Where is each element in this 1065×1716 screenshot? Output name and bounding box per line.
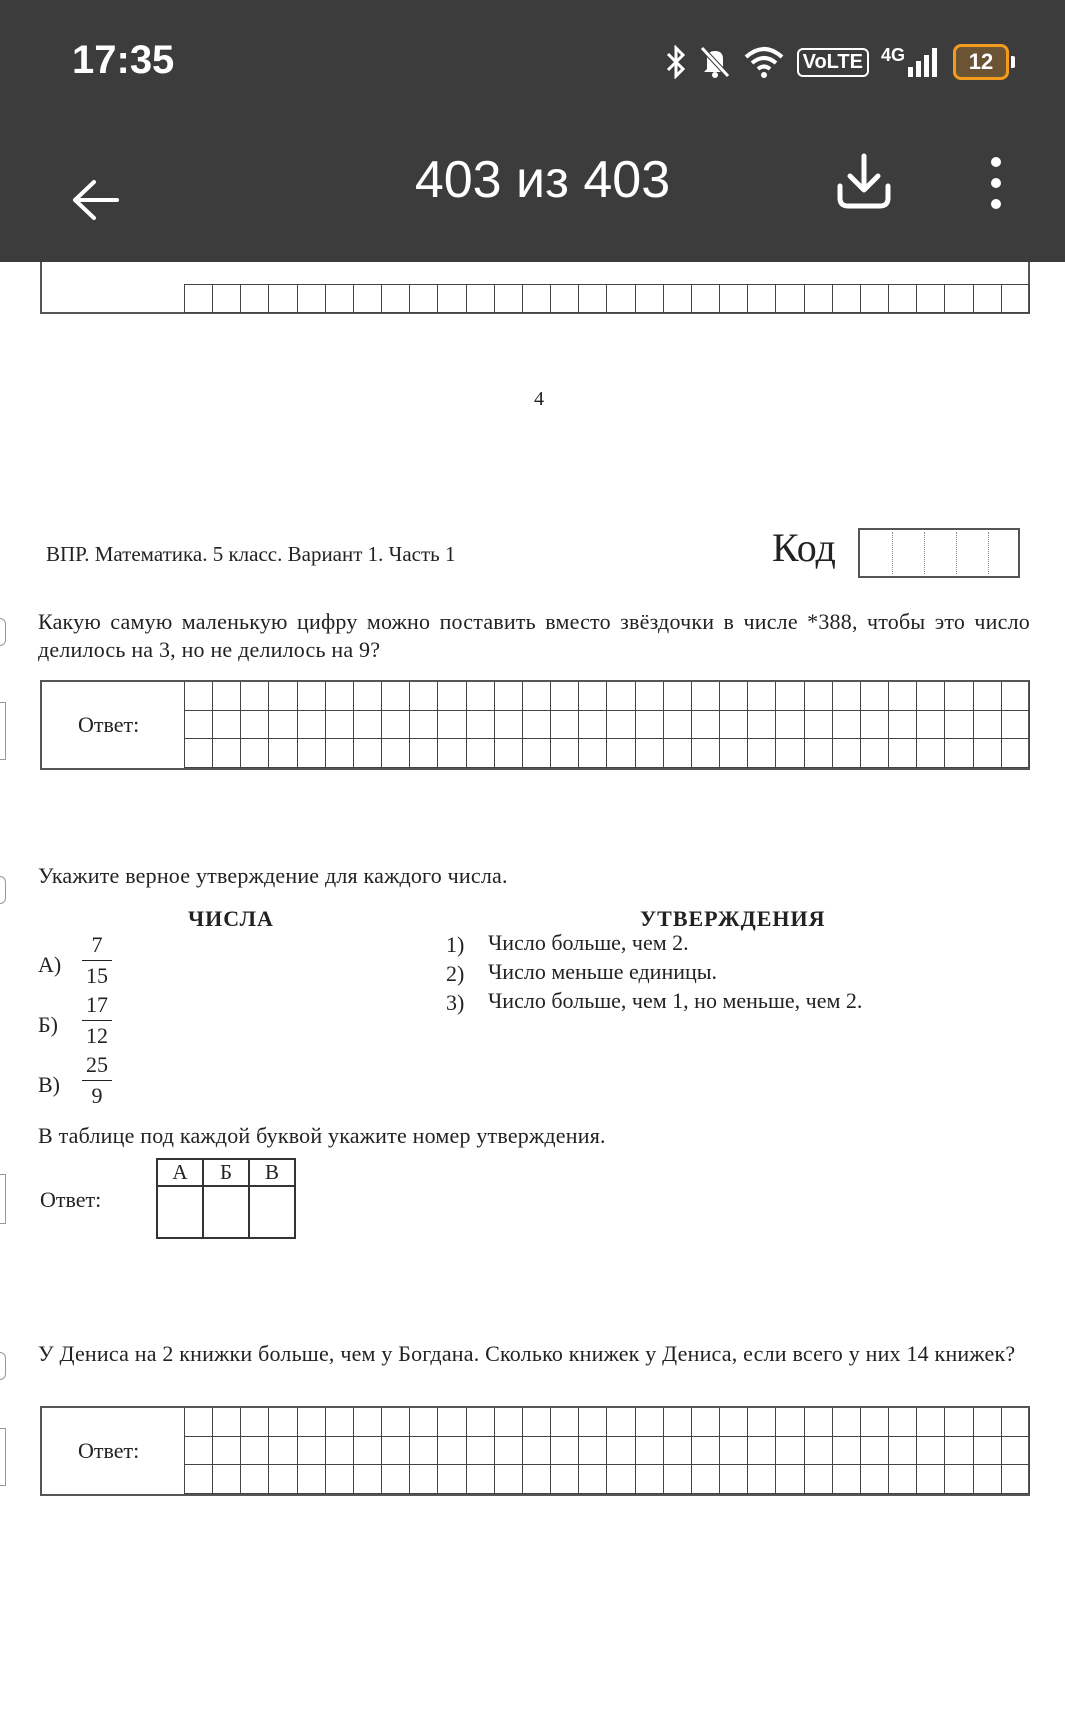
answer-grid-cell[interactable] bbox=[889, 1408, 917, 1437]
answer-grid-cell[interactable] bbox=[720, 682, 748, 711]
answer-grid-cell[interactable] bbox=[213, 711, 241, 740]
answer-grid-cell[interactable] bbox=[917, 1408, 945, 1437]
answer-grid-cell[interactable] bbox=[861, 1437, 889, 1466]
answer-grid-cell[interactable] bbox=[213, 739, 241, 768]
table-letter-b: Б bbox=[203, 1159, 249, 1186]
pdf-viewer-toolbar bbox=[0, 130, 1065, 262]
answer-grid-cell[interactable] bbox=[692, 1465, 720, 1494]
question-2-answer-label: Ответ: bbox=[40, 1187, 102, 1212]
question-1-text: Какую самую маленькую цифру можно поставить вместо звёздочки в числе *388, чтобы это число делилось на 3, но не делилось на 9? bbox=[38, 609, 1030, 662]
page-number: 4 bbox=[534, 388, 544, 410]
answer-grid-cell[interactable] bbox=[945, 1437, 973, 1466]
answer-grid-cell[interactable] bbox=[467, 1437, 495, 1466]
answer-grid-cell[interactable] bbox=[269, 1437, 297, 1466]
answer-grid-cell bbox=[861, 285, 889, 313]
answer-grid-cell[interactable] bbox=[467, 1408, 495, 1437]
answer-grid-cell bbox=[1002, 285, 1030, 313]
answer-grid-cell[interactable] bbox=[748, 682, 776, 711]
answer-grid-cell[interactable] bbox=[861, 711, 889, 740]
answer-grid-cell[interactable] bbox=[382, 1437, 410, 1466]
answer-grid-cell[interactable] bbox=[776, 1465, 804, 1494]
answer-grid-cell[interactable] bbox=[382, 739, 410, 768]
answer-grid-cell[interactable] bbox=[692, 739, 720, 768]
answer-grid-cell[interactable] bbox=[889, 682, 917, 711]
answer-grid-cell[interactable] bbox=[636, 1408, 664, 1437]
answer-grid-cell[interactable] bbox=[438, 1465, 466, 1494]
answer-grid-cell[interactable] bbox=[241, 1437, 269, 1466]
fraction-b bbox=[82, 992, 112, 1049]
answer-grid-cell[interactable] bbox=[213, 1408, 241, 1437]
answer-grid-cell bbox=[805, 285, 833, 313]
fraction-a-numerator: 7 bbox=[82, 932, 112, 961]
fraction-a bbox=[82, 932, 112, 989]
answer-grid-cell[interactable] bbox=[1002, 1408, 1030, 1437]
answer-grid-cell[interactable] bbox=[664, 739, 692, 768]
answer-grid-cell[interactable] bbox=[664, 1437, 692, 1466]
signal-icon bbox=[881, 45, 941, 79]
answer-grid-cell[interactable] bbox=[438, 739, 466, 768]
answer-grid-cell[interactable] bbox=[664, 682, 692, 711]
answer-grid-cell[interactable] bbox=[945, 1465, 973, 1494]
answer-grid-cell[interactable] bbox=[326, 1437, 354, 1466]
number-label-b: Б) bbox=[38, 1012, 58, 1037]
answer-grid-cell[interactable] bbox=[664, 1465, 692, 1494]
answer-grid-cell[interactable] bbox=[185, 739, 213, 768]
answer-grid-cell[interactable] bbox=[805, 682, 833, 711]
answer-grid-cell bbox=[692, 285, 720, 313]
answer-grid-cell[interactable] bbox=[410, 711, 438, 740]
answer-grid-cell[interactable] bbox=[720, 1437, 748, 1466]
answer-grid-cell[interactable] bbox=[551, 1465, 579, 1494]
answer-grid-cell[interactable] bbox=[889, 1465, 917, 1494]
question-3-answer-grid[interactable] bbox=[184, 1408, 1030, 1494]
question-3-answer-label: Ответ: bbox=[78, 1438, 140, 1463]
answer-grid-cell[interactable] bbox=[241, 1465, 269, 1494]
answer-grid-cell[interactable] bbox=[410, 739, 438, 768]
answer-grid-cell bbox=[410, 285, 438, 313]
answer-grid-cell[interactable] bbox=[185, 1437, 213, 1466]
statement-2-text: Число меньше единицы. bbox=[488, 959, 718, 984]
answer-grid-cell[interactable] bbox=[833, 739, 861, 768]
question-1-answer-grid[interactable] bbox=[184, 682, 1030, 768]
answer-grid-cell[interactable] bbox=[1002, 1437, 1030, 1466]
answer-grid-cell[interactable] bbox=[833, 1437, 861, 1466]
answer-cell-c[interactable] bbox=[249, 1186, 295, 1238]
answer-grid-cell[interactable] bbox=[805, 1437, 833, 1466]
answer-grid-cell[interactable] bbox=[692, 682, 720, 711]
answer-grid-cell[interactable] bbox=[636, 739, 664, 768]
answer-grid-cell[interactable] bbox=[917, 711, 945, 740]
answer-grid-cell[interactable] bbox=[326, 1408, 354, 1437]
answer-grid-cell[interactable] bbox=[607, 1465, 635, 1494]
answer-grid-cell bbox=[720, 285, 748, 313]
answer-grid-cell[interactable] bbox=[692, 1408, 720, 1437]
answer-grid-cell[interactable] bbox=[410, 1465, 438, 1494]
answer-grid-cell[interactable] bbox=[523, 1465, 551, 1494]
answer-cell-a[interactable] bbox=[157, 1186, 203, 1238]
answer-grid-cell[interactable] bbox=[720, 1465, 748, 1494]
answer-grid-cell bbox=[945, 285, 973, 313]
answer-grid-cell[interactable] bbox=[917, 682, 945, 711]
answer-grid-cell[interactable] bbox=[551, 739, 579, 768]
answer-grid-cell[interactable] bbox=[298, 682, 326, 711]
answer-grid-cell[interactable] bbox=[213, 1437, 241, 1466]
answer-grid-cell[interactable] bbox=[298, 1408, 326, 1437]
answer-grid-cell[interactable] bbox=[185, 711, 213, 740]
answer-grid-cell bbox=[241, 285, 269, 313]
answer-grid-cell[interactable] bbox=[241, 711, 269, 740]
answer-grid-cell bbox=[748, 285, 776, 313]
bluetooth-icon bbox=[665, 45, 687, 79]
answer-grid-cell[interactable] bbox=[495, 682, 523, 711]
fraction-c bbox=[82, 1052, 112, 1109]
answer-grid-cell[interactable] bbox=[974, 1408, 1002, 1437]
answer-grid-cell[interactable] bbox=[241, 682, 269, 711]
answer-grid-cell bbox=[269, 285, 297, 313]
answer-grid-cell[interactable] bbox=[748, 1465, 776, 1494]
answer-grid-cell[interactable] bbox=[269, 1408, 297, 1437]
status-time: 17:35 bbox=[72, 38, 175, 82]
code-label: Код bbox=[772, 525, 836, 570]
fraction-c-denominator: 9 bbox=[91, 1083, 103, 1108]
answer-grid-cell[interactable] bbox=[495, 1465, 523, 1494]
answer-grid-cell bbox=[467, 285, 495, 313]
answer-grid-cell[interactable] bbox=[636, 682, 664, 711]
answer-grid-cell[interactable] bbox=[1002, 711, 1030, 740]
answer-grid-cell[interactable] bbox=[889, 1437, 917, 1466]
answer-grid-cell[interactable] bbox=[326, 711, 354, 740]
answer-grid-cell bbox=[889, 285, 917, 313]
answer-grid-cell[interactable] bbox=[861, 1408, 889, 1437]
answer-grid-cell[interactable] bbox=[607, 682, 635, 711]
fraction-b-numerator: 17 bbox=[82, 992, 112, 1021]
number-label-c: В) bbox=[38, 1072, 60, 1097]
fraction-c-numerator: 25 bbox=[82, 1052, 112, 1081]
previous-answer-grid bbox=[184, 284, 1030, 313]
answer-grid-cell[interactable] bbox=[945, 682, 973, 711]
answer-grid-cell[interactable] bbox=[974, 682, 1002, 711]
answer-grid-cell[interactable] bbox=[495, 1437, 523, 1466]
answer-grid-cell[interactable] bbox=[1002, 739, 1030, 768]
answer-grid-cell[interactable] bbox=[917, 1437, 945, 1466]
answer-grid-cell[interactable] bbox=[438, 1437, 466, 1466]
answer-grid-cell[interactable] bbox=[889, 711, 917, 740]
statement-3-number: 3) bbox=[446, 990, 465, 1015]
answer-grid-cell bbox=[495, 285, 523, 313]
answer-grid-cell[interactable] bbox=[664, 1408, 692, 1437]
answer-grid-cell[interactable] bbox=[382, 682, 410, 711]
answer-grid-cell bbox=[974, 285, 1002, 313]
status-bar bbox=[0, 0, 1065, 130]
answer-grid-cell[interactable] bbox=[495, 1408, 523, 1437]
answer-grid-cell[interactable] bbox=[185, 1408, 213, 1437]
answer-grid-cell[interactable] bbox=[185, 682, 213, 711]
answer-grid-cell[interactable] bbox=[974, 739, 1002, 768]
answer-grid-cell[interactable] bbox=[382, 1408, 410, 1437]
question-1-answer-label: Ответ: bbox=[78, 712, 140, 737]
answer-grid-cell bbox=[185, 285, 213, 313]
answer-grid-cell[interactable] bbox=[607, 1408, 635, 1437]
battery-level: 12 bbox=[953, 44, 1009, 80]
answer-grid-cell bbox=[382, 285, 410, 313]
answer-grid-cell[interactable] bbox=[467, 739, 495, 768]
page-counter: 403 из 403 bbox=[414, 151, 671, 209]
answer-grid-cell bbox=[636, 285, 664, 313]
wifi-icon bbox=[743, 45, 785, 79]
answer-grid-cell bbox=[523, 285, 551, 313]
answer-grid-cell[interactable] bbox=[636, 1465, 664, 1494]
answer-grid-cell[interactable] bbox=[776, 711, 804, 740]
answer-grid-cell[interactable] bbox=[776, 739, 804, 768]
answer-grid-cell[interactable] bbox=[579, 1437, 607, 1466]
answer-grid-cell[interactable] bbox=[551, 711, 579, 740]
battery-icon bbox=[953, 44, 1015, 80]
answer-grid-cell[interactable] bbox=[551, 1437, 579, 1466]
question-3-text: У Дениса на 2 книжки больше, чем у Богдана. Сколько книжек у Дениса, если всего у них 14 книжек? bbox=[38, 1341, 1016, 1366]
question-2-intro: Укажите верное утверждение для каждого числа. bbox=[38, 863, 508, 888]
answer-grid-cell[interactable] bbox=[748, 739, 776, 768]
answer-grid-cell bbox=[607, 285, 635, 313]
answer-grid-cell[interactable] bbox=[579, 711, 607, 740]
answer-grid-cell[interactable] bbox=[298, 1465, 326, 1494]
answer-grid-cell[interactable] bbox=[298, 1437, 326, 1466]
answer-grid-cell[interactable] bbox=[974, 711, 1002, 740]
answer-grid-cell[interactable] bbox=[805, 1465, 833, 1494]
answer-grid-cell[interactable] bbox=[636, 1437, 664, 1466]
answer-grid-cell[interactable] bbox=[720, 1408, 748, 1437]
answer-grid-cell[interactable] bbox=[776, 682, 804, 711]
answer-grid-cell[interactable] bbox=[776, 1437, 804, 1466]
answer-grid-cell[interactable] bbox=[917, 739, 945, 768]
answer-grid-cell[interactable] bbox=[438, 711, 466, 740]
answer-grid-cell[interactable] bbox=[579, 739, 607, 768]
answer-grid-cell[interactable] bbox=[298, 739, 326, 768]
answer-grid-cell[interactable] bbox=[805, 1408, 833, 1437]
statement-1-text: Число больше, чем 2. bbox=[488, 930, 689, 955]
answer-grid-cell[interactable] bbox=[410, 1437, 438, 1466]
answer-grid-cell[interactable] bbox=[269, 739, 297, 768]
numbers-header: ЧИСЛА bbox=[188, 906, 274, 931]
answer-grid-cell[interactable] bbox=[917, 1465, 945, 1494]
answer-grid-cell[interactable] bbox=[551, 1408, 579, 1437]
answer-grid-cell[interactable] bbox=[269, 682, 297, 711]
table-instruction: В таблице под каждой буквой укажите номер утверждения. bbox=[38, 1123, 606, 1148]
statements-header: УТВЕРЖДЕНИЯ bbox=[640, 906, 826, 931]
answer-grid-cell bbox=[917, 285, 945, 313]
answer-grid-cell[interactable] bbox=[438, 682, 466, 711]
answer-grid-cell[interactable] bbox=[579, 1465, 607, 1494]
answer-grid-cell[interactable] bbox=[833, 682, 861, 711]
answer-grid-cell[interactable] bbox=[185, 1465, 213, 1494]
answer-grid-cell[interactable] bbox=[523, 1408, 551, 1437]
answer-grid-cell[interactable] bbox=[861, 682, 889, 711]
answer-grid-cell bbox=[438, 285, 466, 313]
answer-grid-cell[interactable] bbox=[354, 682, 382, 711]
answer-grid-cell[interactable] bbox=[354, 1408, 382, 1437]
answer-grid-cell bbox=[298, 285, 326, 313]
more-options-icon[interactable] bbox=[984, 154, 1008, 212]
answer-grid-cell[interactable] bbox=[241, 739, 269, 768]
answer-grid-cell[interactable] bbox=[213, 682, 241, 711]
answer-grid-cell bbox=[664, 285, 692, 313]
answer-grid-cell[interactable] bbox=[720, 739, 748, 768]
answer-grid-cell[interactable] bbox=[213, 1465, 241, 1494]
answer-grid-cell[interactable] bbox=[748, 1408, 776, 1437]
answer-grid-cell[interactable] bbox=[748, 1437, 776, 1466]
answer-grid-cell[interactable] bbox=[805, 711, 833, 740]
number-label-a: А) bbox=[38, 952, 62, 977]
answer-grid-cell bbox=[354, 285, 382, 313]
answer-grid-cell[interactable] bbox=[382, 1465, 410, 1494]
answer-grid-cell[interactable] bbox=[467, 711, 495, 740]
statement-2-number: 2) bbox=[446, 961, 465, 986]
answer-grid-cell[interactable] bbox=[298, 711, 326, 740]
statement-1-number: 1) bbox=[446, 932, 465, 957]
answer-grid-cell[interactable] bbox=[1002, 1465, 1030, 1494]
answer-grid-cell[interactable] bbox=[805, 739, 833, 768]
answer-grid-cell[interactable] bbox=[861, 1465, 889, 1494]
answer-grid-cell[interactable] bbox=[833, 1408, 861, 1437]
answer-grid-cell[interactable] bbox=[607, 1437, 635, 1466]
answer-grid-cell[interactable] bbox=[467, 682, 495, 711]
answer-grid-cell[interactable] bbox=[579, 1408, 607, 1437]
answer-grid-cell[interactable] bbox=[410, 1408, 438, 1437]
answer-grid-cell[interactable] bbox=[833, 711, 861, 740]
fraction-a-denominator: 15 bbox=[86, 963, 108, 988]
answer-grid-cell[interactable] bbox=[889, 739, 917, 768]
answer-grid-cell[interactable] bbox=[523, 739, 551, 768]
answer-grid-cell bbox=[213, 285, 241, 313]
answer-grid-cell[interactable] bbox=[354, 1437, 382, 1466]
answer-grid-cell[interactable] bbox=[579, 682, 607, 711]
answer-grid-cell[interactable] bbox=[692, 1437, 720, 1466]
answer-grid-cell bbox=[551, 285, 579, 313]
answer-grid-cell bbox=[579, 285, 607, 313]
answer-grid-cell[interactable] bbox=[410, 682, 438, 711]
answer-grid-cell[interactable] bbox=[748, 711, 776, 740]
download-icon[interactable] bbox=[832, 150, 896, 214]
answer-grid-cell[interactable] bbox=[664, 711, 692, 740]
answer-grid-cell[interactable] bbox=[974, 1465, 1002, 1494]
answer-grid-cell[interactable] bbox=[354, 1465, 382, 1494]
answer-grid-cell[interactable] bbox=[833, 1465, 861, 1494]
answer-grid-cell[interactable] bbox=[1002, 682, 1030, 711]
answer-grid-cell[interactable] bbox=[326, 682, 354, 711]
network-type: 4G bbox=[880, 45, 905, 65]
bell-muted-icon bbox=[699, 45, 731, 79]
answer-grid-cell[interactable] bbox=[467, 1465, 495, 1494]
answer-grid-cell[interactable] bbox=[382, 711, 410, 740]
document-header: ВПР. Математика. 5 класс. Вариант 1. Часть 1 bbox=[46, 542, 456, 566]
answer-grid-cell[interactable] bbox=[776, 1408, 804, 1437]
answer-grid-cell[interactable] bbox=[607, 711, 635, 740]
answer-grid-cell[interactable] bbox=[241, 1408, 269, 1437]
answer-grid-cell[interactable] bbox=[551, 682, 579, 711]
statement-3-text: Число больше, чем 1, но меньше, чем 2. bbox=[488, 988, 863, 1013]
answer-grid-cell[interactable] bbox=[692, 711, 720, 740]
answer-grid-cell[interactable] bbox=[354, 739, 382, 768]
code-box bbox=[858, 528, 1020, 578]
answer-grid-cell[interactable] bbox=[269, 711, 297, 740]
answer-grid-cell[interactable] bbox=[326, 1465, 354, 1494]
answer-grid-cell[interactable] bbox=[495, 711, 523, 740]
answer-grid-cell[interactable] bbox=[269, 1465, 297, 1494]
answer-grid-cell[interactable] bbox=[326, 739, 354, 768]
answer-grid-cell[interactable] bbox=[438, 1408, 466, 1437]
answer-grid-cell bbox=[326, 285, 354, 313]
answer-grid-cell[interactable] bbox=[945, 711, 973, 740]
table-letter-a: А bbox=[157, 1159, 203, 1186]
answer-grid-cell[interactable] bbox=[636, 711, 664, 740]
answer-grid-cell[interactable] bbox=[607, 739, 635, 768]
table-letter-c: В bbox=[249, 1159, 295, 1186]
answer-grid-cell[interactable] bbox=[861, 739, 889, 768]
answer-grid-cell[interactable] bbox=[974, 1437, 1002, 1466]
answer-grid-cell[interactable] bbox=[945, 1408, 973, 1437]
question-2-answer-table bbox=[156, 1158, 296, 1239]
fraction-b-denominator: 12 bbox=[86, 1023, 108, 1048]
answer-grid-cell[interactable] bbox=[354, 711, 382, 740]
answer-grid-cell[interactable] bbox=[523, 711, 551, 740]
pdf-page[interactable] bbox=[0, 262, 1065, 1716]
status-icons bbox=[665, 42, 1015, 82]
answer-grid-cell bbox=[833, 285, 861, 313]
answer-grid-cell bbox=[776, 285, 804, 313]
answer-cell-b[interactable] bbox=[203, 1186, 249, 1238]
answer-grid-cell[interactable] bbox=[523, 682, 551, 711]
answer-grid-cell[interactable] bbox=[523, 1437, 551, 1466]
answer-grid-cell[interactable] bbox=[495, 739, 523, 768]
answer-grid-cell[interactable] bbox=[945, 739, 973, 768]
answer-grid-cell[interactable] bbox=[720, 711, 748, 740]
volte-badge: VoLTE bbox=[797, 48, 869, 77]
